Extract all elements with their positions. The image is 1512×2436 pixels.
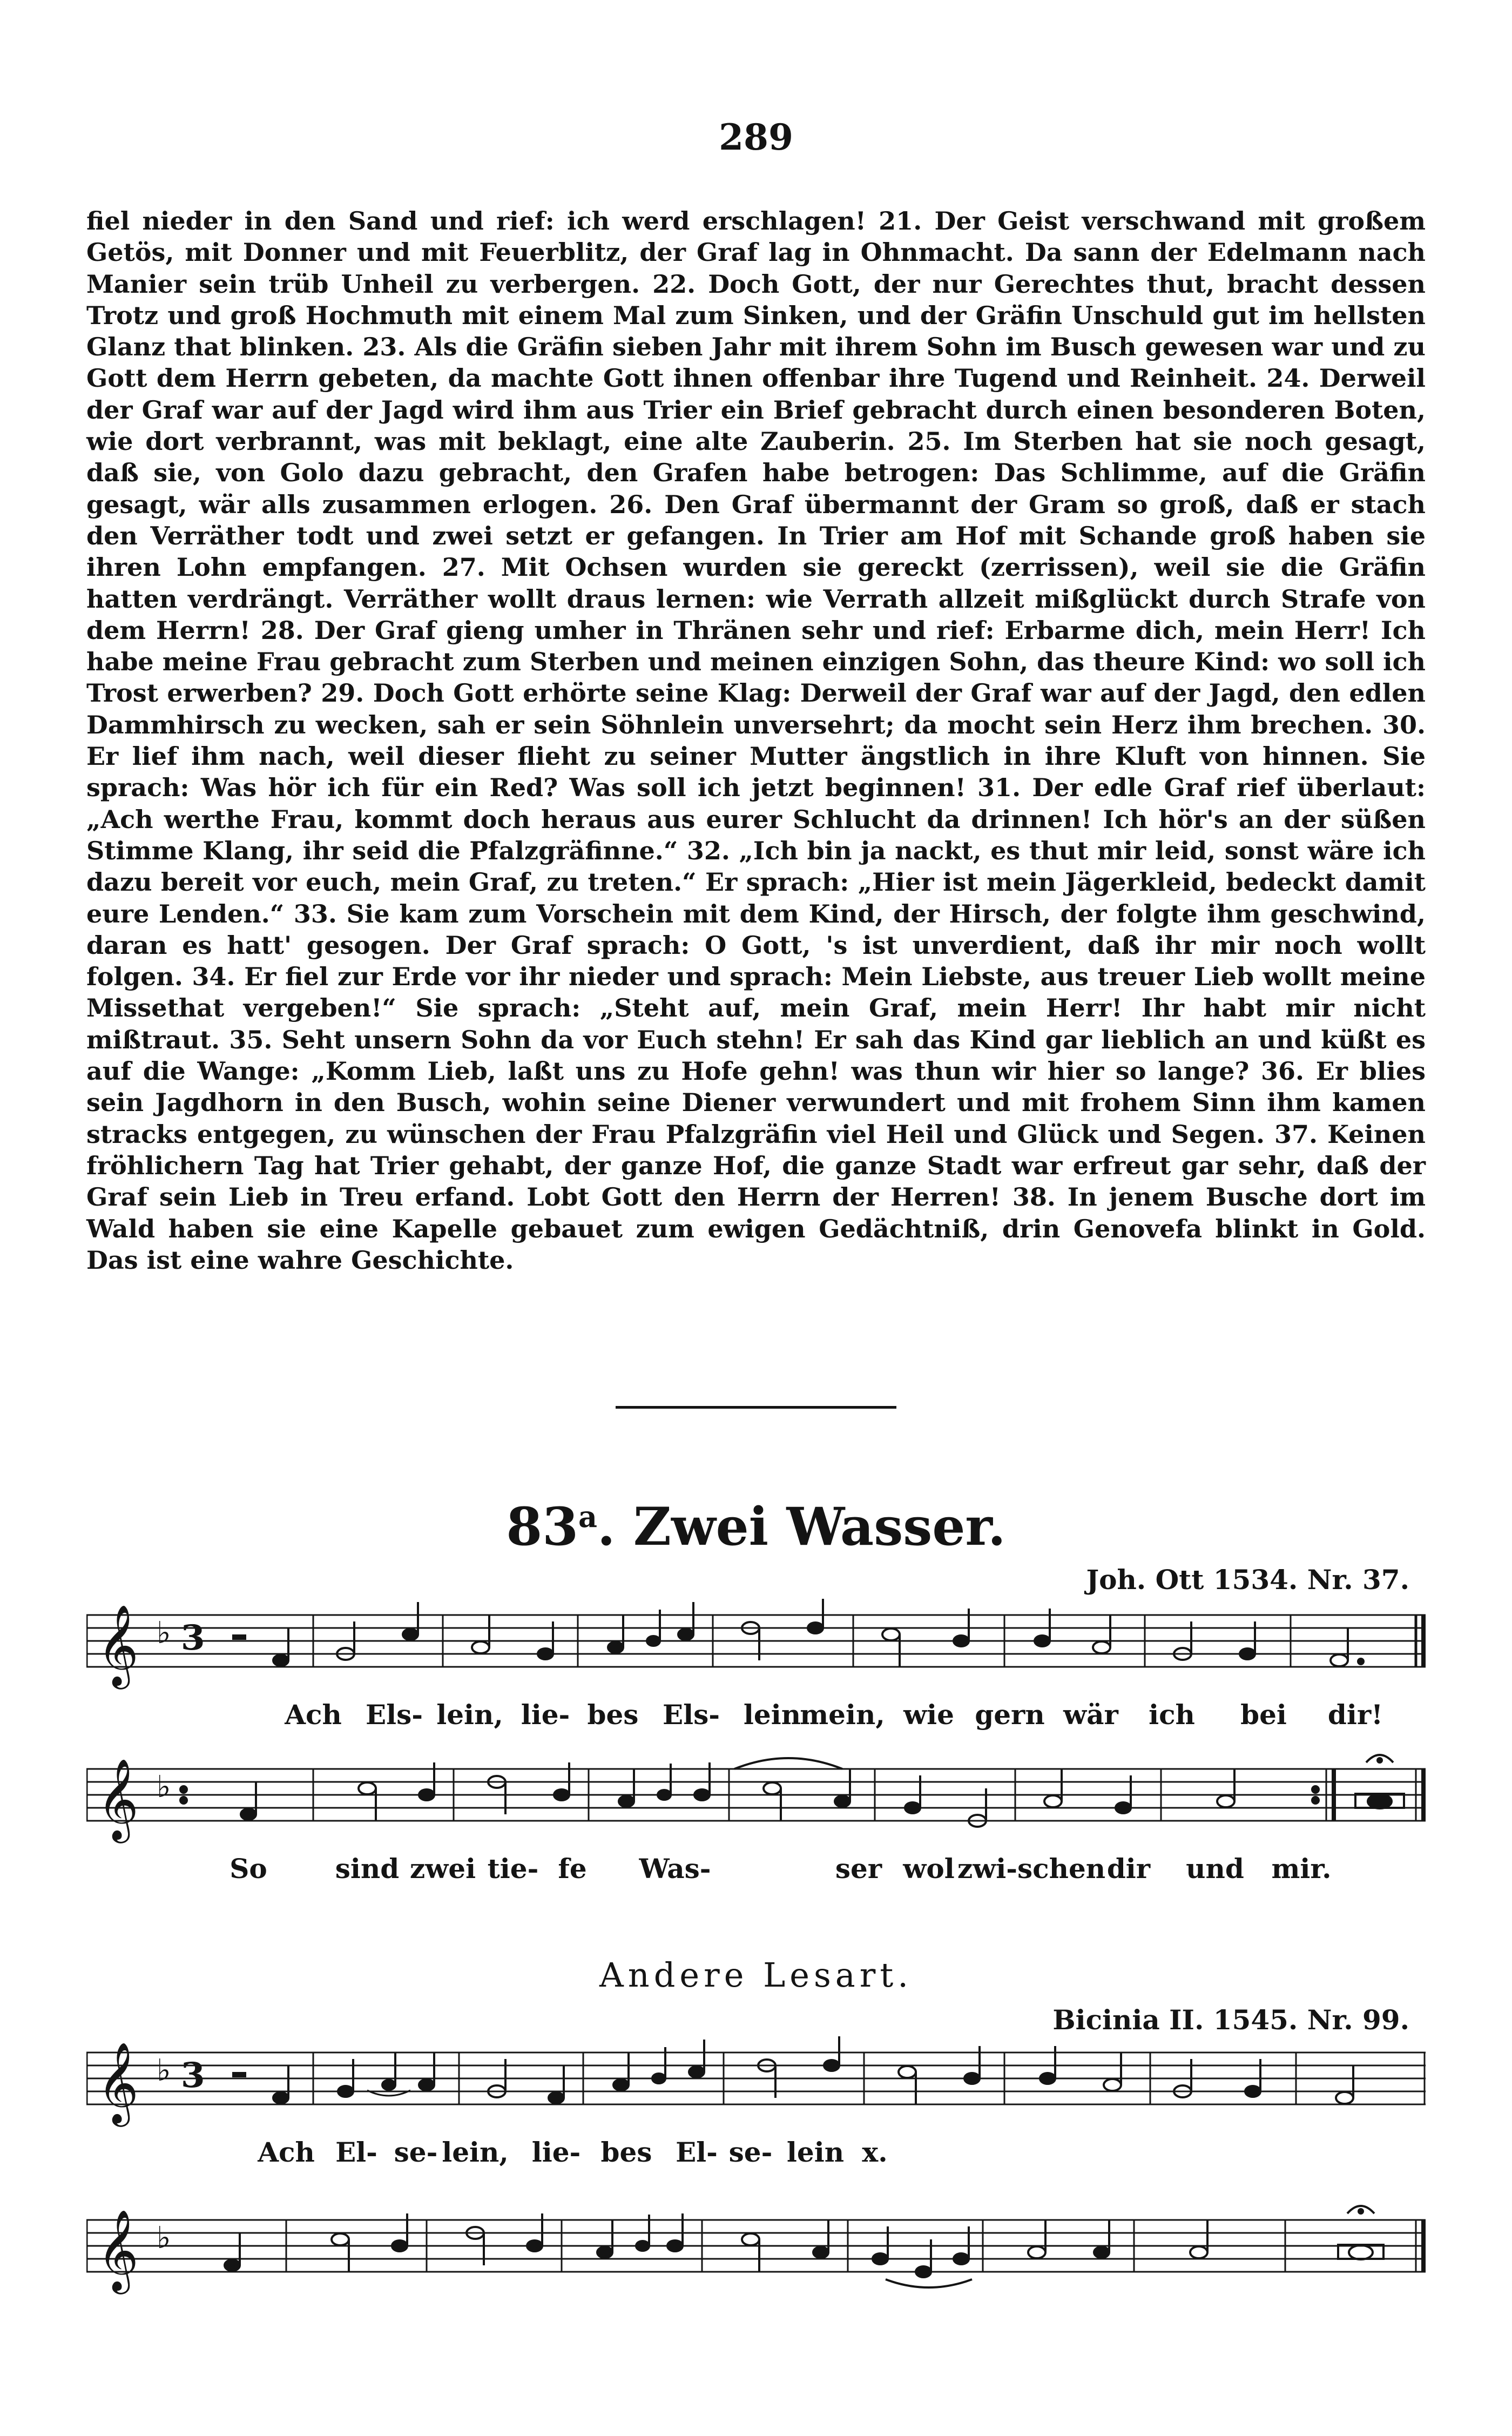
lyric-syllable: fe — [558, 1853, 587, 1885]
lyric-syllable: zwi-schen — [957, 1853, 1106, 1885]
lyric-syllable: se- — [728, 2136, 773, 2168]
lyric-syllable: wie — [903, 1699, 954, 1731]
music-staff-4 — [86, 2198, 1426, 2296]
section-divider — [616, 1406, 896, 1409]
lyric-syllable: mir. — [1271, 1853, 1332, 1885]
lyric-syllable: Els- — [365, 1699, 423, 1731]
lyric-syllable: wol — [903, 1853, 955, 1885]
svg-text:♭: ♭ — [157, 1769, 171, 1805]
ballad-text: fiel nieder in den Sand und rief: ich werd erschlagen! 21. Der Geist verschwand mit großem Getös, mit Donner und mit Feuerblitz, der Graf lag in Ohnmacht. Da sann der Edelmann nach Manier sein trüb Unheil zu verbergen. 22. Doch Gott, der nur Gerechtes thut, bracht dessen Trotz und groß Hochmuth mit einem Mal zum Sinken, und der Gräfin Unschuld gut im hellsten Glanz that blinken. 23. Als die Gräfin sieben Jahr mit ihrem Sohn im Busch gewesen war und zu Gott dem Herrn gebeten, da machte Gott ihnen offenbar ihre Tugend und Reinheit. 24. Derweil der Graf war auf der Jagd wird ihm aus Trier ein Brief gebracht durch einen besonderen Boten, wie dort verbrannt, was mit beklagt, eine alte Zauberin. 25. Im Sterben hat sie noch gesagt, daß sie, von Golo dazu gebracht, den Grafen habe betrogen: Das Schlimme, auf die Gräfin gesagt, wär alls zusammen erlogen. 26. Den Graf übermannt der Gram so groß, daß er stach den Verräther todt und zwei setzt er gefangen. In Trier am Hof mit Schande groß haben sie ihren Lohn empfangen. 27. Mit Ochsen wurden sie gereckt (zerrissen), weil sie die Gräfin hatten verdrängt. Verräther wollt draus lernen: wie Verrath allzeit mißglückt durch Strafe von dem Herrn! 28. Der Graf gieng umher in Thränen sehr und rief: Erbarme dich, mein Herr! Ich habe meine Frau gebracht zum Sterben und meinen einzigen Sohn, das theure Kind: wo soll ich Trost erwerben? 29. Doch Gott erhörte seine Klag: Derweil der Graf war auf der Jagd, den edlen Dammhirsch zu wecken, sah er sein Söhnlein unversehrt; da mocht sein Herz ihm brechen. 30. Er lief ihm nach, weil dieser flieht zu seiner Mutter ängstlich in ihre Kluft von hinnen. Sie sprach: Was hör ich für ein Red? Was soll ich jetzt beginnen! 31. Der edle Graf rief überlaut: „Ach werthe Frau, kommt doch heraus aus eurer Schlucht da drinnen! Ich hör's an der süßen Stimme Klang, ihr seid die Pfalzgräfinne.“ 32. „Ich bin ja nackt, es thut mir leid, sonst wäre ich dazu bereit vor euch, mein Graf, zu treten.“ Er sprach: „Hier ist mein Jägerkleid, bedeckt damit eure Lenden.“ 33. Sie kam zum Vorschein mit dem Kind, der Hirsch, der folgte ihm geschwind, daran es hatt' gesogen. Der Graf sprach: O Gott, 's ist unverdient, daß ihr mir noch wollt folgen. 34. Er fiel zur Erde vor ihr nieder und sprach: Mein Liebste, aus treuer Lieb wollt meine Missethat vergeben!“ Sie sprach: „Steht auf, mein Graf, mein Herr! Ihr habt mir nicht mißtraut. 35. Seht unsern Sohn da vor Euch stehn! Er sah das Kind gar lieblich an und küßt es auf die Wange: „Komm Lieb, laßt uns zu Hofe gehn! was thun wir hier so lange? 36. Er blies sein Jagdhorn in den Busch, wohin seine Diener verwundert und mit frohem Sinn ihm kamen stracks entgegen, zu wünschen der Frau Pfalzgräfin viel Heil und Glück und Segen. 37. Keinen fröhlichern Tag hat Trier gehabt, der ganze Hof, die ganze Stadt war erfreut gar sehr, daß der Graf sein Lieb in Treu erfand. Lobt Gott den Herrn der Herren! 38. In jenem Busche dort im Wald haben sie eine Kapelle gebauet zum ewigen Gedächtniß, drin Genovefa blinkt in Gold. Das ist eine wahre Geschichte. — [86, 206, 1426, 1275]
lyric-syllable: x. — [862, 2136, 888, 2168]
svg-text:𝄞: 𝄞 — [97, 1758, 139, 1840]
lyrics-line-1 — [86, 1699, 1426, 1737]
lyric-syllable: dir — [1106, 1853, 1151, 1885]
lyric-syllable: Ach — [285, 1699, 342, 1731]
lyric-syllable: bei — [1240, 1699, 1287, 1731]
lyrics-line-3 — [86, 2136, 1426, 2174]
lyric-syllable: lein, — [442, 2136, 509, 2168]
lyric-syllable: lie- — [521, 1699, 570, 1731]
alternate-source: Bicinia II. 1545. Nr. 99. — [1052, 2004, 1409, 2036]
song-number: 83$^a$. — [506, 1496, 616, 1557]
lyric-syllable: und — [1186, 1853, 1244, 1885]
lyric-syllable: sind — [335, 1853, 400, 1885]
lyric-syllable: Ach — [258, 2136, 315, 2168]
lyric-syllable: bes — [600, 2136, 652, 2168]
lyric-syllable: Els- — [662, 1699, 720, 1731]
alternate-heading: Andere Lesart. — [599, 1955, 913, 1995]
lyric-syllable: lein, — [436, 1699, 503, 1731]
song-number-suffix: a — [578, 1499, 598, 1534]
lyric-syllable: se- — [394, 2136, 438, 2168]
svg-text:𝄞: 𝄞 — [97, 2041, 139, 2123]
lyric-syllable: bes — [587, 1699, 639, 1731]
svg-text:3: 3 — [181, 2055, 205, 2096]
song-source: Joh. Ott 1534. Nr. 37. — [1086, 1564, 1409, 1596]
svg-text:♭: ♭ — [157, 2220, 171, 2256]
song-number-value: 83 — [506, 1496, 579, 1557]
page-number: 289 — [719, 116, 793, 158]
lyric-syllable: lein — [743, 1699, 801, 1731]
lyric-syllable: lein — [786, 2136, 845, 2168]
svg-text:𝄞: 𝄞 — [97, 2209, 139, 2291]
lyric-syllable: ser — [835, 1853, 882, 1885]
svg-text:♭: ♭ — [157, 2053, 171, 2088]
lyric-syllable: mein, — [800, 1699, 885, 1731]
song-heading — [0, 1496, 1512, 1557]
lyric-syllable: Was- — [639, 1853, 711, 1885]
svg-text:♭: ♭ — [157, 1616, 171, 1651]
time-signature: 3 — [181, 1618, 205, 1658]
lyric-syllable: So — [230, 1853, 267, 1885]
svg-text:𝄞: 𝄞 — [97, 1604, 139, 1686]
lyric-syllable: wär — [1063, 1699, 1118, 1731]
lyric-syllable: gern — [975, 1699, 1045, 1731]
lyric-syllable: El- — [676, 2136, 718, 2168]
lyric-syllable: El- — [335, 2136, 377, 2168]
music-staff-3 — [86, 2031, 1426, 2128]
lyric-syllable: lie- — [531, 2136, 581, 2168]
lyric-syllable: zwei — [409, 1853, 476, 1885]
lyric-syllable: ich — [1149, 1699, 1195, 1731]
music-staff-1 — [86, 1593, 1426, 1691]
lyrics-line-2 — [86, 1853, 1426, 1890]
lyric-syllable: dir! — [1327, 1699, 1383, 1731]
music-staff-2 — [86, 1747, 1426, 1845]
song-title: Zwei Wasser. — [633, 1496, 1006, 1557]
lyric-syllable: tie- — [487, 1853, 539, 1885]
